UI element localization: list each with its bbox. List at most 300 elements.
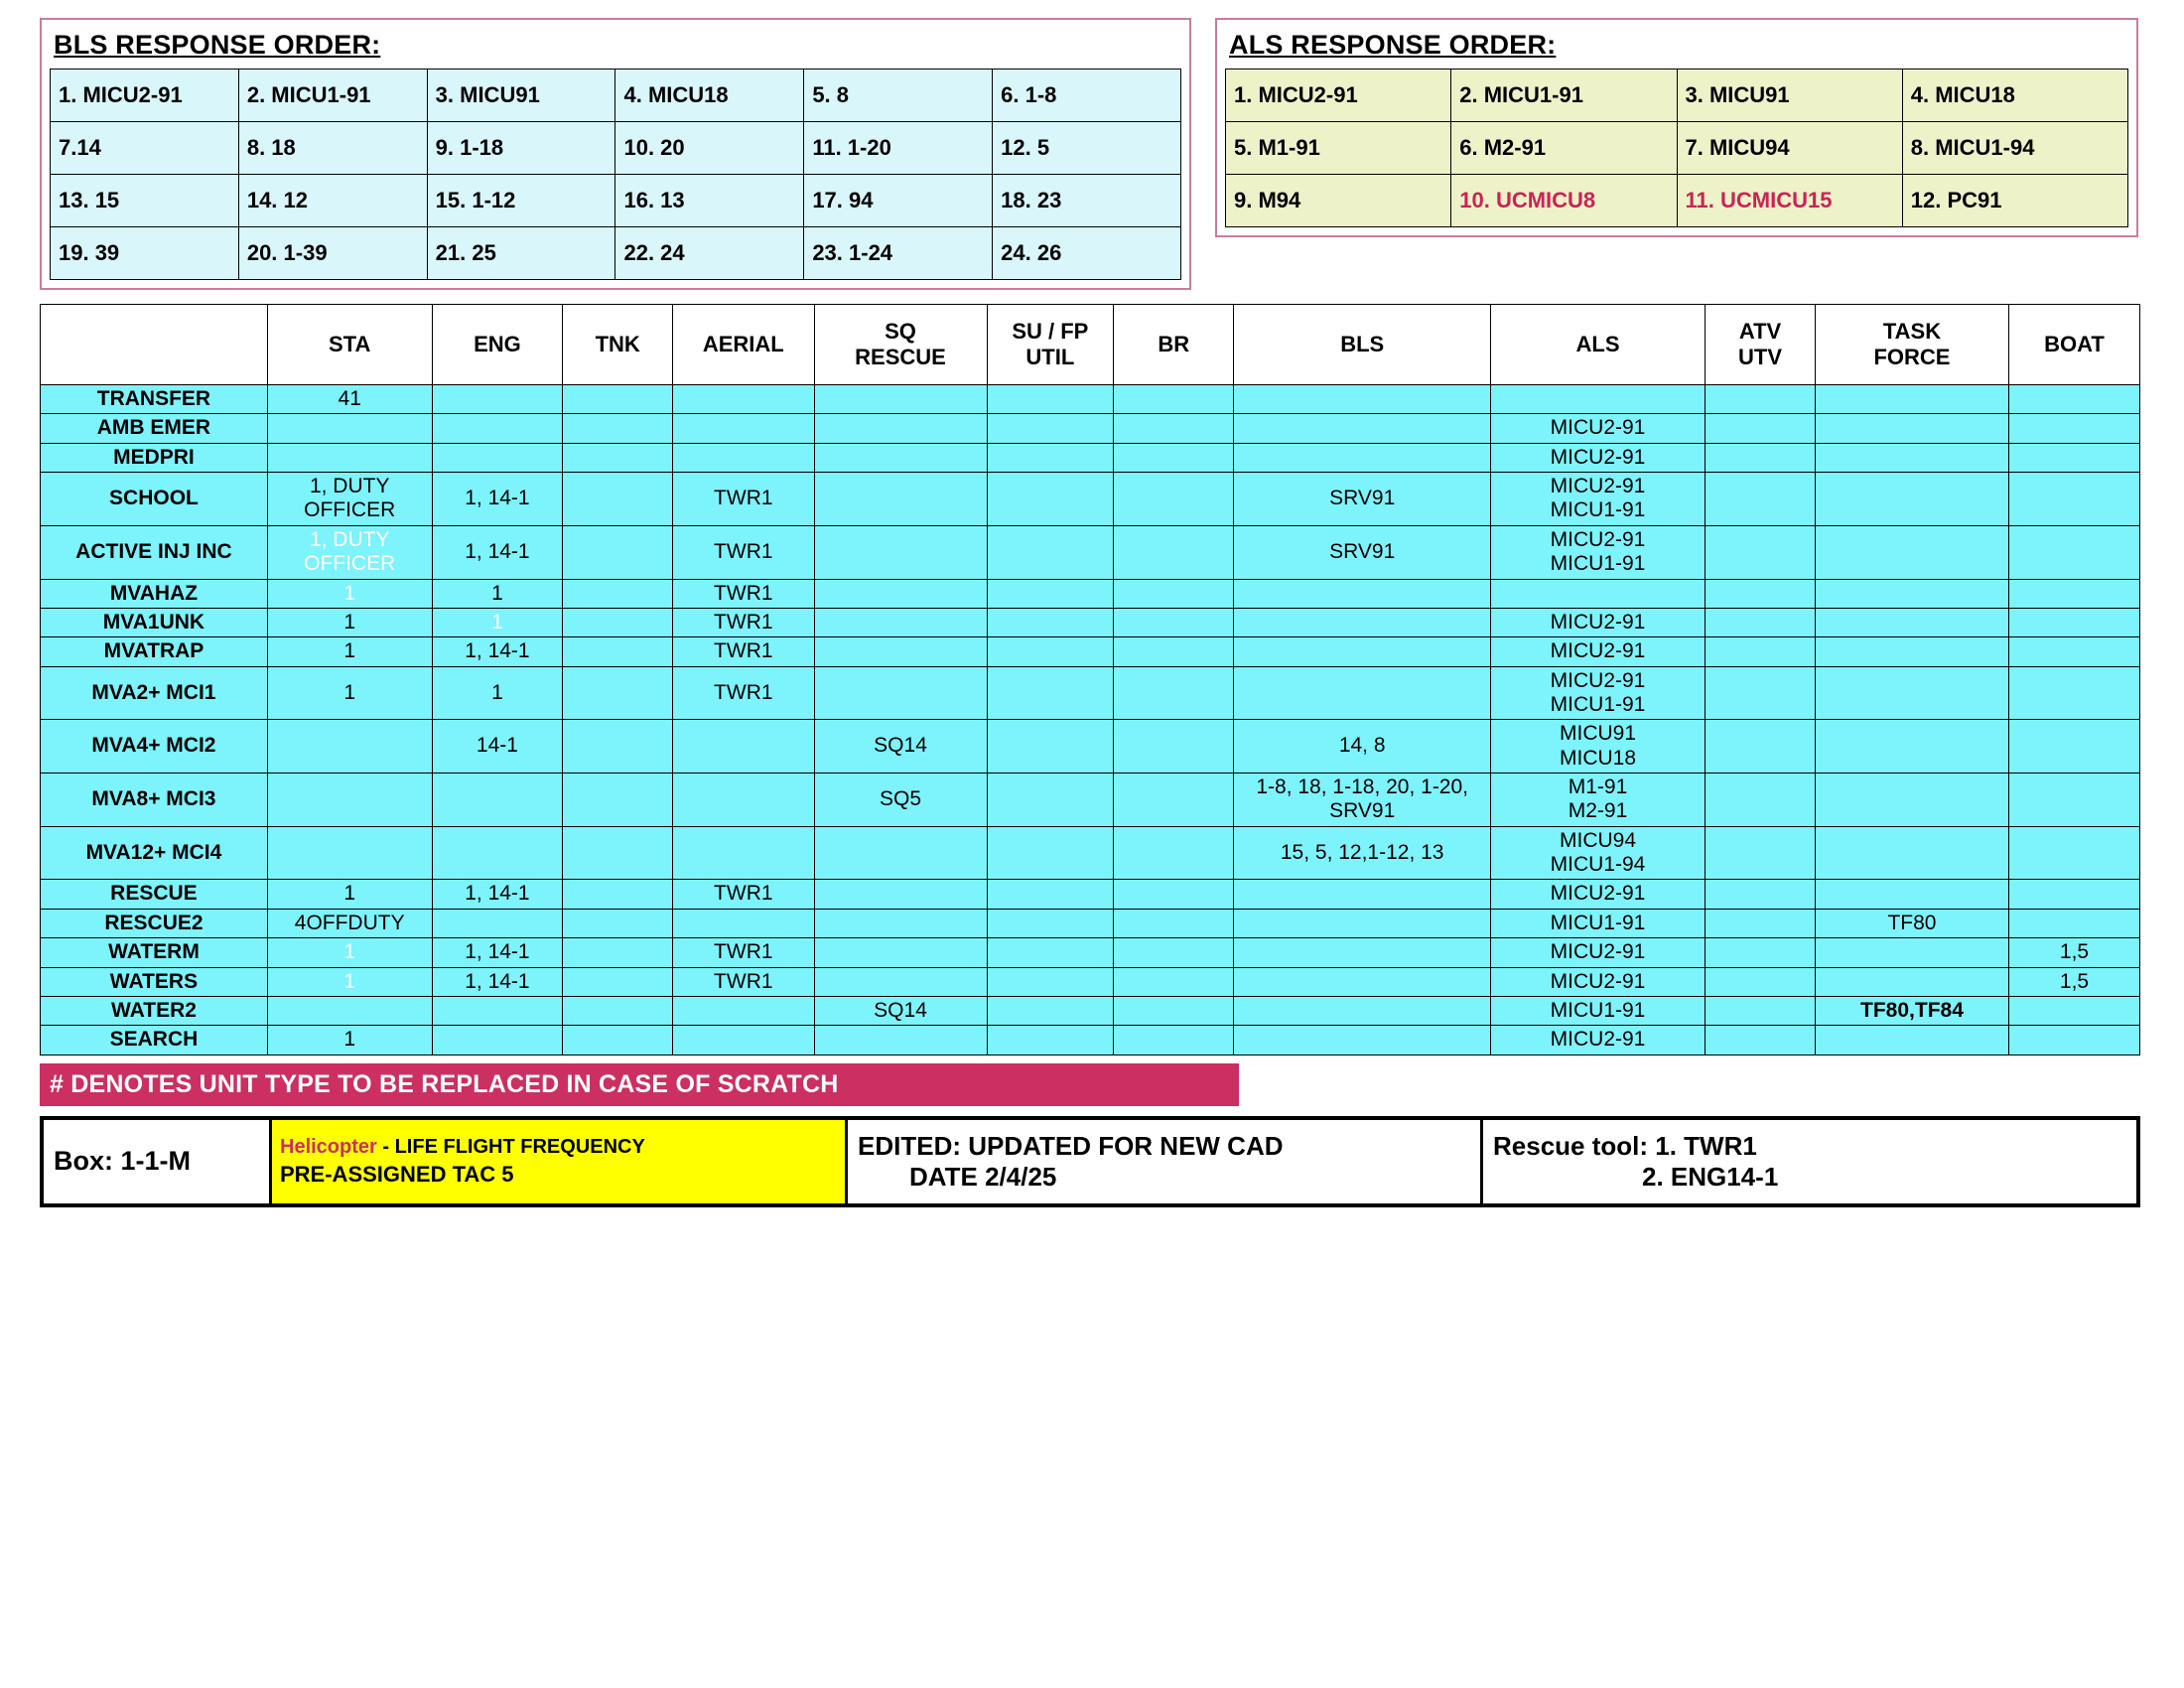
matrix-cell xyxy=(814,1026,987,1055)
matrix-row-header: AMB EMER xyxy=(41,414,268,443)
matrix-cell xyxy=(2009,720,2140,774)
matrix-col-header: ENG xyxy=(432,305,563,385)
matrix-cell: 1,5 xyxy=(2009,967,2140,996)
matrix-col-header: BR xyxy=(1114,305,1234,385)
matrix-cell xyxy=(432,826,563,880)
footer-helicopter xyxy=(272,1120,848,1203)
matrix-cell xyxy=(987,637,1114,666)
matrix-col-header: BOAT xyxy=(2009,305,2140,385)
matrix-cell xyxy=(1234,385,1490,414)
matrix-cell xyxy=(1706,443,1816,472)
matrix-cell: 1, 14-1 xyxy=(432,938,563,967)
matrix-cell xyxy=(814,967,987,996)
matrix-row-header: ACTIVE INJ INC xyxy=(41,525,268,579)
matrix-cell xyxy=(1114,774,1234,827)
matrix-cell xyxy=(987,414,1114,443)
matrix-cell xyxy=(987,996,1114,1025)
bls-order-cell: 15. 1-12 xyxy=(427,175,615,227)
matrix-cell: 41 xyxy=(267,385,432,414)
matrix-cell xyxy=(432,443,563,472)
matrix-cell: MICU1-91 xyxy=(1490,909,1705,937)
matrix-cell xyxy=(1234,996,1490,1025)
als-order-cell: 1. MICU2-91 xyxy=(1226,70,1451,122)
als-order-title: ALS RESPONSE ORDER: xyxy=(1229,30,1557,60)
matrix-row xyxy=(41,666,2140,720)
matrix-cell: 1 xyxy=(267,967,432,996)
bls-order-cell: 9. 1-18 xyxy=(427,122,615,175)
matrix-cell xyxy=(814,473,987,526)
matrix-cell: MICU2-91 xyxy=(1490,1026,1705,1055)
matrix-cell: 1 xyxy=(267,637,432,666)
matrix-row-header: SEARCH xyxy=(41,1026,268,1055)
matrix-cell xyxy=(563,637,673,666)
matrix-col-header: ATV UTV xyxy=(1706,305,1816,385)
matrix-row-header: WATERM xyxy=(41,938,268,967)
matrix-cell: SQ14 xyxy=(814,996,987,1025)
matrix-cell xyxy=(267,443,432,472)
matrix-cell xyxy=(432,996,563,1025)
matrix-cell xyxy=(1815,579,2008,608)
matrix-cell: MICU2-91 xyxy=(1490,637,1705,666)
matrix-cell: SQ14 xyxy=(814,720,987,774)
matrix-cell xyxy=(563,774,673,827)
matrix-cell: MICU2-91 xyxy=(1490,938,1705,967)
matrix-cell: 1 xyxy=(432,666,563,720)
edited-line-1: EDITED: UPDATED FOR NEW CAD xyxy=(858,1130,1284,1161)
bls-order-cell: 19. 39 xyxy=(51,227,239,280)
matrix-row xyxy=(41,774,2140,827)
matrix-cell xyxy=(1815,414,2008,443)
matrix-col-header: ALS xyxy=(1490,305,1705,385)
bls-order-cell: 12. 5 xyxy=(993,122,1181,175)
footer-rescue-tool xyxy=(1483,1120,2136,1203)
matrix-cell xyxy=(563,666,673,720)
matrix-cell: MICU2-91 MICU1-91 xyxy=(1490,666,1705,720)
matrix-cell xyxy=(1706,385,1816,414)
als-order-cell: 8. MICU1-94 xyxy=(1902,122,2127,175)
matrix-cell xyxy=(673,774,814,827)
matrix-cell xyxy=(2009,880,2140,909)
matrix-cell: MICU94 MICU1-94 xyxy=(1490,826,1705,880)
matrix-cell: 1, DUTY OFFICER xyxy=(267,525,432,579)
matrix-cell xyxy=(2009,996,2140,1025)
matrix-cell xyxy=(1815,443,2008,472)
matrix-cell xyxy=(1490,385,1705,414)
matrix-cell xyxy=(814,909,987,937)
matrix-cell xyxy=(1706,880,1816,909)
matrix-cell xyxy=(563,414,673,443)
matrix-cell xyxy=(673,996,814,1025)
matrix-cell xyxy=(1706,579,1816,608)
matrix-cell xyxy=(563,579,673,608)
matrix-cell xyxy=(1114,1026,1234,1055)
matrix-cell xyxy=(673,443,814,472)
matrix-cell xyxy=(267,826,432,880)
matrix-cell: 1 xyxy=(267,608,432,636)
matrix-cell xyxy=(2009,525,2140,579)
matrix-cell: 1, DUTY OFFICER xyxy=(267,473,432,526)
matrix-cell xyxy=(1815,720,2008,774)
matrix-cell xyxy=(2009,608,2140,636)
matrix-col-header: SQ RESCUE xyxy=(814,305,987,385)
bls-order-table xyxy=(50,69,1181,280)
matrix-cell: SRV91 xyxy=(1234,473,1490,526)
matrix-row-header: MVA12+ MCI4 xyxy=(41,826,268,880)
bls-order-cell: 13. 15 xyxy=(51,175,239,227)
matrix-cell xyxy=(432,414,563,443)
matrix-row-header: MVA1UNK xyxy=(41,608,268,636)
matrix-cell xyxy=(1114,909,1234,937)
matrix-cell xyxy=(987,443,1114,472)
matrix-cell xyxy=(1815,608,2008,636)
matrix-cell: 1 xyxy=(267,1026,432,1055)
matrix-cell: 15, 5, 12,1-12, 13 xyxy=(1234,826,1490,880)
matrix-cell xyxy=(563,880,673,909)
matrix-cell xyxy=(987,909,1114,937)
matrix-cell xyxy=(814,880,987,909)
matrix-cell xyxy=(673,414,814,443)
helicopter-tac: PRE-ASSIGNED TAC 5 xyxy=(280,1161,514,1187)
matrix-row xyxy=(41,525,2140,579)
bls-order-cell: 24. 26 xyxy=(993,227,1181,280)
matrix-cell: TF80 xyxy=(1815,909,2008,937)
bls-order-row xyxy=(51,70,1181,122)
als-order-table xyxy=(1225,69,2128,227)
matrix-cell xyxy=(1706,720,1816,774)
matrix-cell xyxy=(2009,774,2140,827)
matrix-cell xyxy=(1815,385,2008,414)
matrix-cell xyxy=(1234,443,1490,472)
matrix-col-header: TNK xyxy=(563,305,673,385)
matrix-cell xyxy=(563,608,673,636)
matrix-cell xyxy=(1706,637,1816,666)
matrix-cell: MICU2-91 xyxy=(1490,880,1705,909)
matrix-cell xyxy=(1234,967,1490,996)
matrix-row-header: WATERS xyxy=(41,967,268,996)
matrix-cell xyxy=(1234,666,1490,720)
matrix-cell xyxy=(1114,579,1234,608)
matrix-cell xyxy=(563,996,673,1025)
matrix-cell: MICU91 MICU18 xyxy=(1490,720,1705,774)
matrix-cell: 1 xyxy=(432,579,563,608)
als-order-cell: 6. M2-91 xyxy=(1451,122,1677,175)
matrix-cell xyxy=(1815,938,2008,967)
matrix-cell xyxy=(563,938,673,967)
bls-order-cell: 20. 1-39 xyxy=(238,227,427,280)
als-order-cell: 4. MICU18 xyxy=(1902,70,2127,122)
matrix-cell xyxy=(1114,666,1234,720)
matrix-cell xyxy=(673,720,814,774)
matrix-row xyxy=(41,909,2140,937)
bls-order-cell: 5. 8 xyxy=(804,70,993,122)
matrix-col-header: BLS xyxy=(1234,305,1490,385)
matrix-cell xyxy=(1114,385,1234,414)
matrix-cell: MICU2-91 xyxy=(1490,967,1705,996)
matrix-cell xyxy=(2009,473,2140,526)
matrix-col-header: TASK FORCE xyxy=(1815,305,2008,385)
matrix-row xyxy=(41,720,2140,774)
matrix-cell xyxy=(1815,666,2008,720)
als-order-cell: 12. PC91 xyxy=(1902,175,2127,227)
matrix-cell: 1, 14-1 xyxy=(432,473,563,526)
response-order-section xyxy=(40,18,2158,290)
matrix-row xyxy=(41,443,2140,472)
matrix-cell xyxy=(987,774,1114,827)
bls-order-cell: 6. 1-8 xyxy=(993,70,1181,122)
matrix-cell: TWR1 xyxy=(673,967,814,996)
matrix-cell xyxy=(673,826,814,880)
footer-bar xyxy=(40,1116,2140,1207)
matrix-cell xyxy=(1706,996,1816,1025)
bls-order-row xyxy=(51,227,1181,280)
matrix-row-header: MVAHAZ xyxy=(41,579,268,608)
matrix-cell: TWR1 xyxy=(673,579,814,608)
bls-order-cell: 14. 12 xyxy=(238,175,427,227)
matrix-cell xyxy=(2009,826,2140,880)
matrix-cell xyxy=(563,967,673,996)
matrix-cell: 1 xyxy=(267,880,432,909)
matrix-cell xyxy=(1234,1026,1490,1055)
matrix-cell: 1 xyxy=(267,666,432,720)
matrix-cell xyxy=(673,909,814,937)
als-order-cell: 2. MICU1-91 xyxy=(1451,70,1677,122)
matrix-cell: TWR1 xyxy=(673,938,814,967)
matrix-cell xyxy=(814,637,987,666)
matrix-col-header: SU / FP UTIL xyxy=(987,305,1114,385)
edited-line-2: DATE 2/4/25 xyxy=(909,1161,1057,1192)
matrix-cell xyxy=(563,473,673,526)
matrix-row xyxy=(41,473,2140,526)
matrix-row xyxy=(41,938,2140,967)
matrix-cell: MICU2-91 xyxy=(1490,608,1705,636)
matrix-cell xyxy=(1706,525,1816,579)
matrix-cell: TWR1 xyxy=(673,525,814,579)
matrix-cell xyxy=(563,443,673,472)
matrix-cell xyxy=(1815,525,2008,579)
matrix-cell: TWR1 xyxy=(673,637,814,666)
matrix-row-header: RESCUE xyxy=(41,880,268,909)
matrix-cell xyxy=(814,608,987,636)
bls-order-cell: 1. MICU2-91 xyxy=(51,70,239,122)
matrix-row xyxy=(41,414,2140,443)
matrix-cell xyxy=(563,909,673,937)
matrix-cell xyxy=(1114,826,1234,880)
matrix-row-header: MVATRAP xyxy=(41,637,268,666)
matrix-cell xyxy=(1114,473,1234,526)
matrix-cell xyxy=(814,385,987,414)
matrix-row xyxy=(41,1026,2140,1055)
matrix-cell xyxy=(1114,443,1234,472)
matrix-row-header: MEDPRI xyxy=(41,443,268,472)
matrix-cell: MICU2-91 MICU1-91 xyxy=(1490,525,1705,579)
als-order-row xyxy=(1226,70,2128,122)
matrix-cell xyxy=(1706,666,1816,720)
matrix-row-header: RESCUE2 xyxy=(41,909,268,937)
matrix-cell xyxy=(2009,909,2140,937)
matrix-cell xyxy=(814,666,987,720)
matrix-cell xyxy=(987,608,1114,636)
matrix-cell xyxy=(1706,967,1816,996)
rescue-tool-line-2: 2. ENG14-1 xyxy=(1642,1161,1779,1192)
matrix-cell xyxy=(1815,774,2008,827)
matrix-cell xyxy=(432,774,563,827)
rescue-tool-line-1: Rescue tool: 1. TWR1 xyxy=(1493,1130,1757,1161)
matrix-cell: 1,5 xyxy=(2009,938,2140,967)
matrix-cell: TWR1 xyxy=(673,880,814,909)
matrix-cell: SQ5 xyxy=(814,774,987,827)
matrix-cell: 1 xyxy=(267,938,432,967)
als-order-cell: 3. MICU91 xyxy=(1677,70,1902,122)
matrix-cell xyxy=(1815,967,2008,996)
matrix-cell xyxy=(1490,579,1705,608)
matrix-row-header: MVA4+ MCI2 xyxy=(41,720,268,774)
matrix-cell xyxy=(432,1026,563,1055)
matrix-cell xyxy=(267,720,432,774)
matrix-cell xyxy=(1114,414,1234,443)
matrix-header xyxy=(41,305,2140,385)
matrix-cell: TWR1 xyxy=(673,666,814,720)
bls-order-cell: 22. 24 xyxy=(615,227,804,280)
matrix-corner-header xyxy=(41,305,268,385)
bls-order-cell: 2. MICU1-91 xyxy=(238,70,427,122)
als-order-cell: 9. M94 xyxy=(1226,175,1451,227)
matrix-cell xyxy=(563,720,673,774)
matrix-cell xyxy=(1815,1026,2008,1055)
matrix-cell xyxy=(1815,637,2008,666)
matrix-cell xyxy=(563,1026,673,1055)
matrix-cell xyxy=(673,385,814,414)
matrix-row xyxy=(41,826,2140,880)
matrix-cell xyxy=(987,880,1114,909)
bls-response-order-box xyxy=(40,18,1191,290)
matrix-cell xyxy=(2009,579,2140,608)
matrix-cell xyxy=(1114,720,1234,774)
matrix-cell xyxy=(1706,473,1816,526)
matrix-row-header: MVA8+ MCI3 xyxy=(41,774,268,827)
matrix-cell xyxy=(267,774,432,827)
matrix-cell xyxy=(2009,666,2140,720)
matrix-cell xyxy=(267,414,432,443)
matrix-cell: TWR1 xyxy=(673,608,814,636)
matrix-cell: 14, 8 xyxy=(1234,720,1490,774)
matrix-col-header: STA xyxy=(267,305,432,385)
footer-box-number: Box: 1-1-M xyxy=(44,1120,272,1203)
matrix-cell xyxy=(987,666,1114,720)
matrix-cell xyxy=(432,909,563,937)
matrix-cell xyxy=(1234,579,1490,608)
matrix-cell xyxy=(1706,1026,1816,1055)
matrix-cell: MICU2-91 xyxy=(1490,414,1705,443)
als-order-cell: 11. UCMICU15 xyxy=(1677,175,1902,227)
matrix-cell xyxy=(1706,938,1816,967)
matrix-cell xyxy=(563,525,673,579)
matrix-cell xyxy=(2009,637,2140,666)
matrix-cell xyxy=(987,385,1114,414)
matrix-cell: 1-8, 18, 1-18, 20, 1-20, SRV91 xyxy=(1234,774,1490,827)
matrix-cell xyxy=(814,826,987,880)
matrix-cell xyxy=(2009,1026,2140,1055)
matrix-cell: MICU2-91 MICU1-91 xyxy=(1490,473,1705,526)
matrix-cell xyxy=(563,826,673,880)
matrix-cell xyxy=(814,443,987,472)
matrix-row-header: MVA2+ MCI1 xyxy=(41,666,268,720)
matrix-cell xyxy=(1114,938,1234,967)
matrix-col-header: AERIAL xyxy=(673,305,814,385)
bls-order-row xyxy=(51,122,1181,175)
matrix-cell xyxy=(1815,473,2008,526)
als-order-cell: 7. MICU94 xyxy=(1677,122,1902,175)
matrix-row-header: SCHOOL xyxy=(41,473,268,526)
matrix-cell xyxy=(1114,637,1234,666)
als-order-cell: 10. UCMICU8 xyxy=(1451,175,1677,227)
matrix-row xyxy=(41,880,2140,909)
bls-order-cell: 7.14 xyxy=(51,122,239,175)
matrix-cell xyxy=(814,579,987,608)
matrix-row-header: TRANSFER xyxy=(41,385,268,414)
matrix-row xyxy=(41,996,2140,1025)
matrix-cell xyxy=(1114,996,1234,1025)
matrix-cell xyxy=(814,525,987,579)
matrix-cell xyxy=(1706,414,1816,443)
matrix-cell: TWR1 xyxy=(673,473,814,526)
matrix-cell xyxy=(1234,880,1490,909)
matrix-cell xyxy=(1815,880,2008,909)
matrix-row xyxy=(41,579,2140,608)
bls-order-cell: 10. 20 xyxy=(615,122,804,175)
matrix-cell xyxy=(814,414,987,443)
matrix-cell: SRV91 xyxy=(1234,525,1490,579)
matrix-cell xyxy=(2009,385,2140,414)
matrix-cell xyxy=(432,385,563,414)
matrix-cell xyxy=(2009,443,2140,472)
bls-order-cell: 23. 1-24 xyxy=(804,227,993,280)
als-order-cell: 5. M1-91 xyxy=(1226,122,1451,175)
bls-order-title: BLS RESPONSE ORDER: xyxy=(54,30,381,60)
bls-order-cell: 18. 23 xyxy=(993,175,1181,227)
matrix-row xyxy=(41,967,2140,996)
matrix-cell: M1-91 M2-91 xyxy=(1490,774,1705,827)
bls-order-cell: 8. 18 xyxy=(238,122,427,175)
als-order-row xyxy=(1226,175,2128,227)
matrix-cell xyxy=(1706,826,1816,880)
matrix-cell: 1 xyxy=(267,579,432,608)
scratch-note: # DENOTES UNIT TYPE TO BE REPLACED IN CASE OF SCRATCH xyxy=(40,1063,1239,1106)
matrix-row xyxy=(41,637,2140,666)
matrix-cell xyxy=(673,1026,814,1055)
footer-edited xyxy=(848,1120,1483,1203)
response-matrix-table xyxy=(40,304,2140,1055)
matrix-cell xyxy=(987,967,1114,996)
matrix-cell: MICU2-91 xyxy=(1490,443,1705,472)
bls-order-cell: 4. MICU18 xyxy=(615,70,804,122)
matrix-cell: MICU1-91 xyxy=(1490,996,1705,1025)
matrix-cell xyxy=(987,579,1114,608)
matrix-cell xyxy=(563,385,673,414)
matrix-cell xyxy=(987,525,1114,579)
matrix-cell xyxy=(1815,826,2008,880)
matrix-cell xyxy=(1234,414,1490,443)
matrix-cell xyxy=(2009,414,2140,443)
matrix-cell: 1, 14-1 xyxy=(432,525,563,579)
matrix-cell xyxy=(1706,774,1816,827)
matrix-cell: 4OFFDUTY xyxy=(267,909,432,937)
als-order-row xyxy=(1226,122,2128,175)
bls-order-row xyxy=(51,175,1181,227)
matrix-row xyxy=(41,385,2140,414)
matrix-cell xyxy=(987,720,1114,774)
matrix-cell: 1, 14-1 xyxy=(432,967,563,996)
matrix-cell xyxy=(814,938,987,967)
